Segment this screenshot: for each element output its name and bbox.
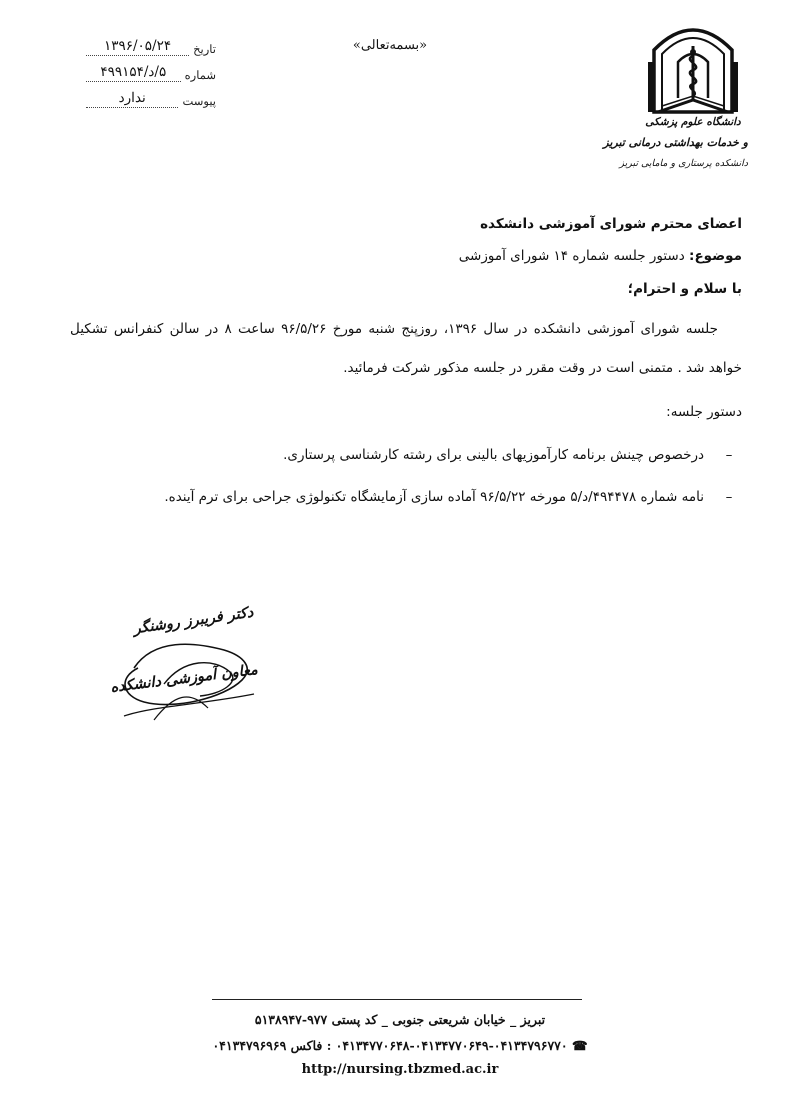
attachment-value: ندارد	[86, 90, 178, 108]
agenda-item-text: نامه شماره ۴۹۴۴۷۸/د/۵ مورخه ۹۶/۵/۲۲ آماده سازی آزمایشگاه تکنولوژی جراحی برای ترم آینده.	[164, 489, 704, 505]
agenda-bullet: –	[725, 447, 733, 463]
agenda-list	[70, 434, 742, 518]
signatory-title: معاون آموزشی دانشکده	[109, 661, 259, 696]
agenda-item	[70, 476, 742, 518]
greeting: با سلام و احترام؛	[627, 281, 742, 297]
recipient-line: اعضای محترم شورای آموزشی دانشکده	[480, 216, 742, 232]
date-row	[86, 30, 216, 56]
agenda-item-text: درخصوص چینش برنامه کارآموزیهای بالینی برای رشته کارشناسی پرستاری.	[283, 447, 704, 463]
signature	[104, 598, 264, 730]
date-label: تاریخ	[193, 42, 216, 56]
signatory-name: دکتر فریبرز روشنگر	[132, 603, 255, 638]
basmala: «بسمه‌تعالی»	[352, 38, 428, 53]
logo-text-university: دانشگاه علوم پزشکی	[645, 116, 741, 128]
footer-phones: ☎ ۰۴۱۳۴۷۷۰۶۴۸-۰۴۱۳۴۷۷۰۶۴۹-۰۴۱۳۴۷۹۶۷۷۰ : فاکس ۰۴۱۳۴۷۹۶۹۶۹	[212, 1038, 588, 1053]
date-value: ۱۳۹۶/۰۵/۲۴	[86, 38, 189, 56]
agenda-title: دستور جلسه:	[666, 404, 742, 420]
footer-divider	[212, 999, 582, 1000]
logo-text-faculty: دانشکده پرستاری و مامایی تبریز	[619, 158, 748, 169]
body-paragraph: جلسه شورای آموزشی دانشکده در سال ۱۳۹۶، روزپنج شنبه مورخ ۹۶/۵/۲۶ ساعت ۸ در سالن کنفرانس تشکیل خواهد شد . متمنی است در وقت مقرر در جلسه مذکور شرکت فرمائید.	[70, 321, 742, 376]
logo-emblem-icon	[638, 16, 748, 116]
number-row	[86, 56, 216, 82]
subject-text: دستور جلسه شماره ۱۴ شورای آموزشی	[458, 248, 685, 264]
logo-text-services: و خدمات بهداشتی درمانی تبریز	[603, 136, 748, 149]
letter-meta	[86, 30, 216, 108]
number-value: ۵/د/۴۹۹۱۵۴	[86, 64, 181, 82]
agenda-item	[70, 434, 742, 476]
university-logo	[603, 16, 748, 176]
subject-line	[70, 240, 742, 272]
number-label: شماره	[184, 68, 216, 82]
agenda-bullet: –	[725, 489, 733, 505]
attachment-label: پیوست	[182, 94, 216, 108]
letter-body	[70, 208, 742, 518]
footer-address: تبریز _ خیابان شریعتی جنوبی _ کد پستی ۹۷۷-۵۱۳۸۹۴۷	[254, 1012, 546, 1027]
footer-website-link[interactable]: http://nursing.tbzmed.ac.ir	[301, 1062, 499, 1077]
attachment-row	[86, 82, 216, 108]
subject-label: موضوع:	[689, 248, 742, 264]
